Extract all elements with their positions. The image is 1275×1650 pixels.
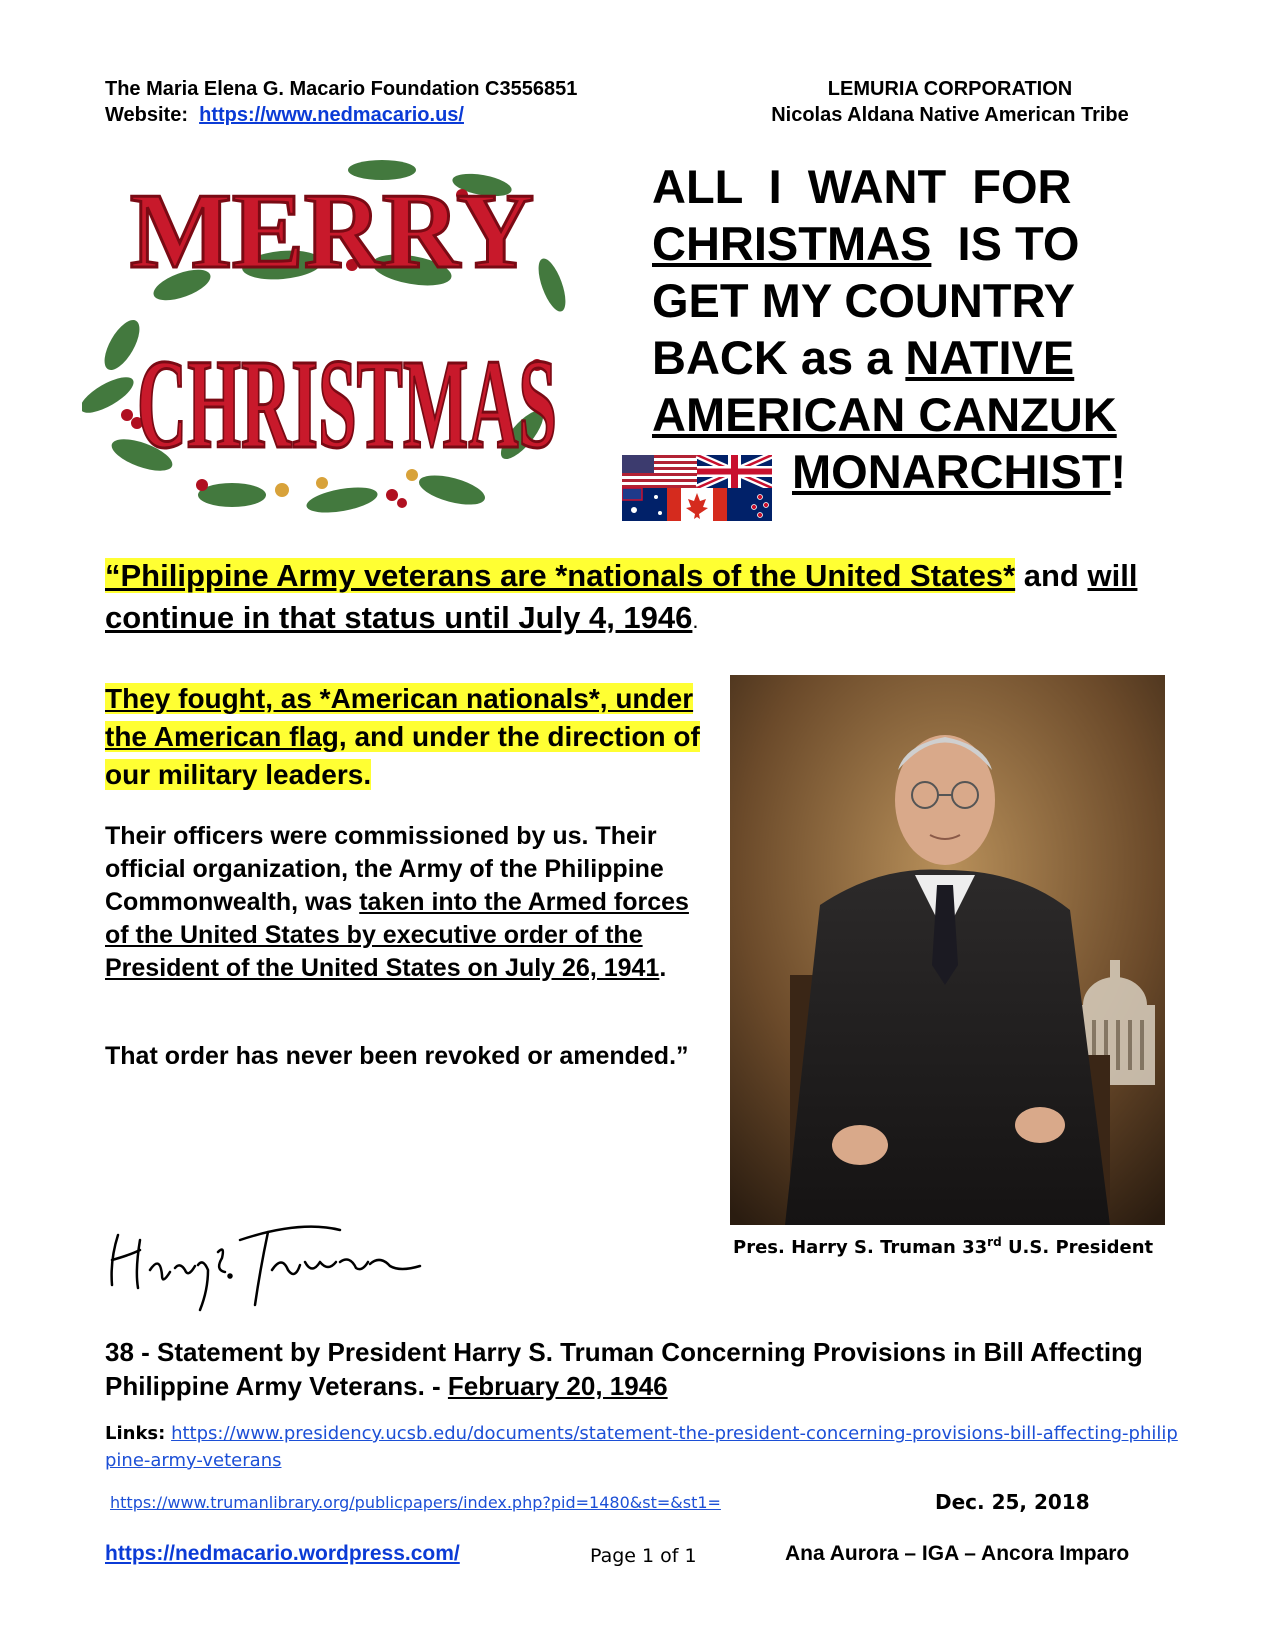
christmas-text: CHRISTMAS bbox=[137, 333, 557, 475]
merry-christmas-graphic bbox=[82, 155, 582, 525]
website-label: Website: bbox=[105, 104, 188, 126]
website-line bbox=[105, 102, 577, 128]
page-number: Page 1 of 1 bbox=[590, 1545, 697, 1567]
fought-highlight: They fought, as *American nationals*, under the American flag bbox=[105, 683, 694, 752]
statement-text: 38 - Statement by President Harry S. Truman Concerning Provisions in Bill Affecting Philippine Army Veterans. - bbox=[105, 1337, 1143, 1401]
links-section bbox=[105, 1420, 1185, 1474]
headline-back-as-a: BACK as a bbox=[652, 331, 906, 384]
truman-portrait bbox=[730, 675, 1165, 1225]
footer-motto: Ana Aurora – IGA – Ancora Imparo bbox=[785, 1542, 1130, 1565]
officers-text: Their officers were commissioned by us. Their official organization, the Army of the Philippine Commonwealth, was bbox=[105, 822, 664, 916]
headline-line-2 bbox=[652, 215, 1172, 272]
direction-highlight: , and under the direction of our military leaders. bbox=[105, 721, 700, 790]
document-date: Dec. 25, 2018 bbox=[935, 1490, 1090, 1514]
executive-order-text: taken into the Armed forces of the United States by executive order of the President of the United States on July 26, 1941 bbox=[105, 888, 689, 982]
headline bbox=[652, 158, 1172, 500]
merry-text: MERRY bbox=[129, 172, 535, 291]
quote-paragraph-3 bbox=[105, 820, 715, 985]
quote-and: and bbox=[1015, 558, 1088, 593]
headline-christmas: CHRISTMAS bbox=[652, 217, 932, 270]
quote-period: . bbox=[692, 608, 699, 633]
caption-superscript: rd bbox=[987, 1235, 1002, 1249]
links-label: Links: bbox=[105, 1423, 166, 1444]
headline-line-4 bbox=[652, 329, 1172, 386]
statement-title bbox=[105, 1335, 1185, 1403]
statement-date: February 20, 1946 bbox=[447, 1371, 668, 1401]
headline-line-5: AMERICAN CANZUK bbox=[652, 388, 1117, 441]
canada-flag-icon bbox=[667, 488, 727, 521]
nationals-highlight: “Philippine Army veterans are *nationals of the United States* bbox=[105, 558, 1016, 593]
status-until-date: will continue in that status until July 4, 1946 bbox=[105, 558, 1138, 635]
footer-link-text[interactable]: https://nedmacario.wordpress.com/ bbox=[105, 1542, 460, 1565]
us-flag-icon bbox=[622, 455, 697, 488]
new-zealand-flag-icon bbox=[727, 488, 772, 521]
truman-signature bbox=[100, 1200, 430, 1315]
headline-exclaim: ! bbox=[1110, 445, 1127, 498]
quote-paragraph-2 bbox=[105, 680, 715, 794]
quote-paragraph-4: That order has never been revoked or amended.” bbox=[105, 1042, 689, 1070]
canzuk-flags-icon bbox=[622, 455, 772, 521]
header-right bbox=[735, 76, 1165, 128]
headline-monarchist: MONARCHIST bbox=[792, 445, 1111, 498]
corporation-name: LEMURIA CORPORATION bbox=[827, 78, 1073, 100]
portrait-caption bbox=[733, 1235, 1173, 1258]
header-left bbox=[105, 76, 577, 128]
left-hand bbox=[832, 1125, 888, 1165]
caption-text: Pres. Harry S. Truman 33 bbox=[733, 1237, 988, 1258]
footer-link[interactable] bbox=[105, 1542, 460, 1566]
uk-flag-icon bbox=[697, 455, 772, 488]
headline-native: NATIVE bbox=[905, 331, 1075, 384]
caption-text-end: U.S. President bbox=[1001, 1237, 1154, 1258]
quote-paragraph-1 bbox=[105, 555, 1155, 642]
tribe-name: Nicolas Aldana Native American Tribe bbox=[771, 104, 1129, 126]
foundation-name: The Maria Elena G. Macario Foundation C3556851 bbox=[105, 78, 578, 100]
headline-is-to: IS TO bbox=[931, 217, 1080, 270]
australia-flag-icon bbox=[622, 488, 667, 521]
presidency-link[interactable]: https://www.presidency.ucsb.edu/documents/statement-the-president-concerning-provisions-bill-affecting-philippine-army-veterans bbox=[105, 1423, 1178, 1471]
right-hand bbox=[1015, 1107, 1065, 1143]
trumanlibrary-link[interactable]: https://www.trumanlibrary.org/publicpapers/index.php?pid=1480&st=&st1= bbox=[110, 1493, 721, 1512]
headline-line-3: GET MY COUNTRY bbox=[652, 274, 1076, 327]
quote3-period: . bbox=[659, 954, 667, 982]
website-link[interactable]: https://www.nedmacario.us/ bbox=[199, 104, 464, 126]
headline-line-1: ALL I WANT FOR bbox=[652, 160, 1072, 213]
